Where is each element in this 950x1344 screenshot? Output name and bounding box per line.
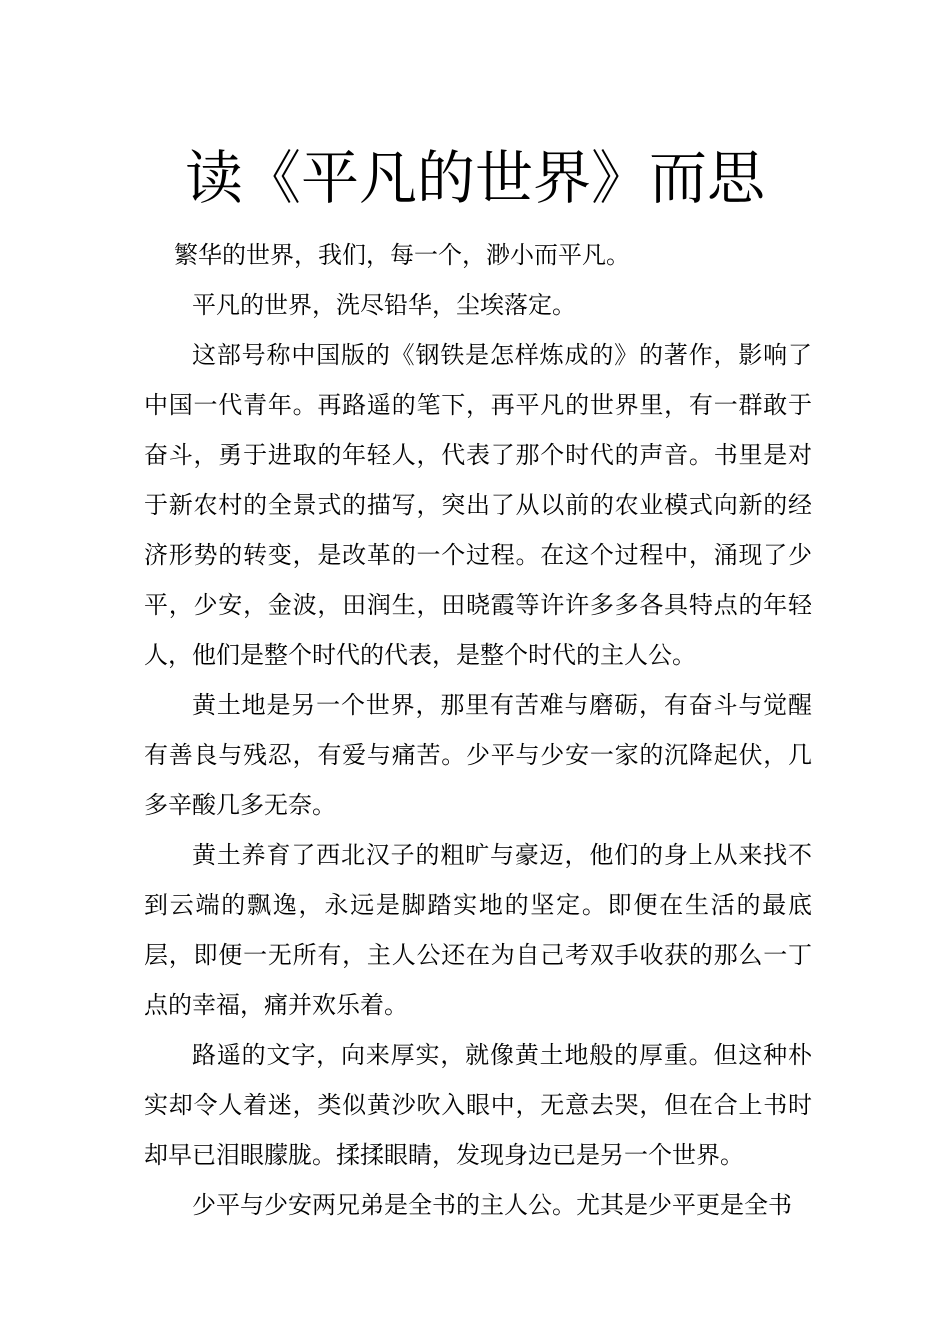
paragraph-6: 路遥的文字，向来厚实，就像黄土地般的厚重。但这种朴实却令人着迷，类似黄沙吹入眼中，无意去哭，但在合上书时却早已泪眼朦胧。揉揉眼睛，发现身边已是另一个世界。 xyxy=(144,1041,812,1169)
document-body xyxy=(144,230,812,1230)
paragraph-4: 黄土地是另一个世界，那里有苦难与磨砺，有奋斗与觉醒有善良与残忍，有爱与痛苦。少平与少安一家的沉降起伏，几多辛酸几多无奈。 xyxy=(144,691,812,819)
paragraph-3: 这部号称中国版的《钢铁是怎样炼成的》的著作，影响了中国一代青年。再路遥的笔下，再平凡的世界里，有一群敢于奋斗，勇于进取的年轻人，代表了那个时代的声音。书里是对于新农村的全景式的描写，突出了从以前的农业模式向新的经济形势的转变，是改革的一个过程。在这个过程中，涌现了少平，少安，金波，田润生，田晓霞等许许多多各具特点的年轻人，他们是整个时代的代表，是整个时代的主人公。 xyxy=(144,341,812,669)
paragraph-7: 少平与少安两兄弟是全书的主人公。尤其是少平更是全书 xyxy=(192,1191,792,1219)
paragraph-2: 平凡的世界，洗尽铅华，尘埃落定。 xyxy=(192,291,576,319)
paragraph-5: 黄土养育了西北汉子的粗旷与豪迈，他们的身上从来找不到云端的飘逸，永远是脚踏实地的坚定。即便在生活的最底层，即便一无所有，主人公还在为自己考双手收获的那么一丁点的幸福，痛并欢乐着。 xyxy=(144,841,812,1019)
paragraph-1: 繁华的世界，我们，每一个，渺小而平凡。 xyxy=(174,241,630,269)
document-title: 读《平凡的世界》而思 xyxy=(184,144,765,212)
